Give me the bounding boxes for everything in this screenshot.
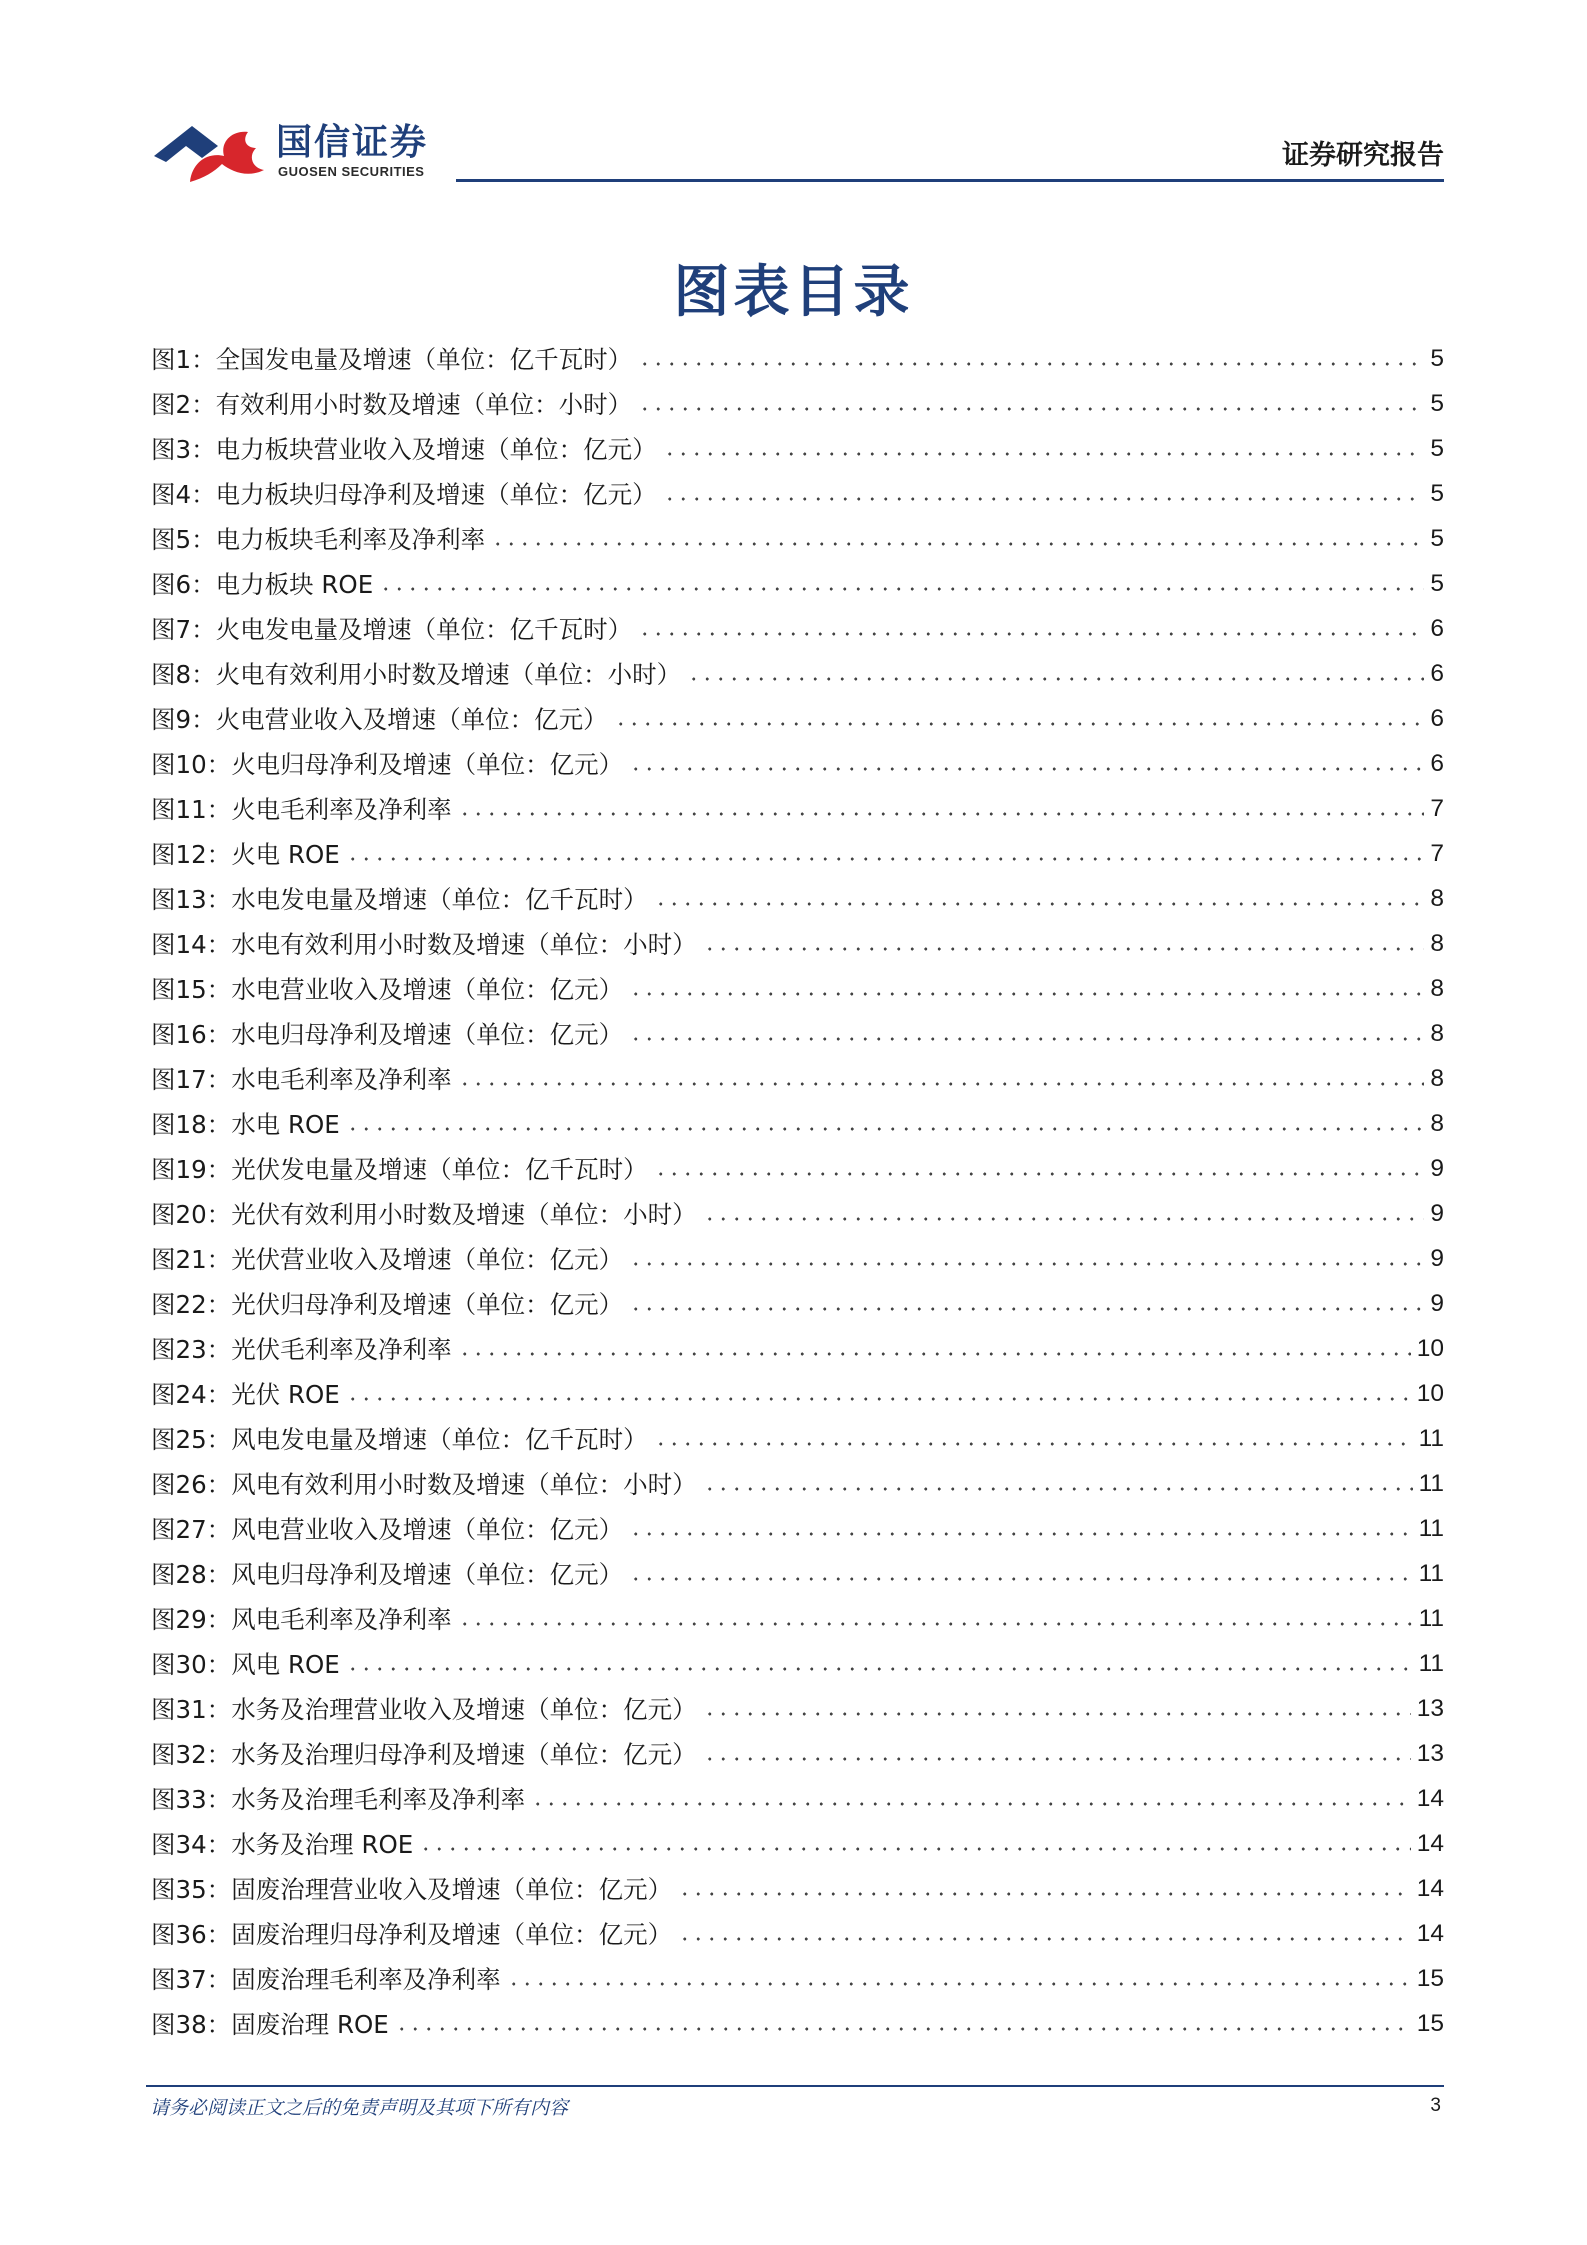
- toc-entry-label: 图3：: [151, 435, 216, 464]
- toc-entry-page: 10: [1416, 1334, 1444, 1362]
- logo-english-name: GUOSEN SECURITIES: [278, 164, 425, 179]
- toc-entry[interactable]: [151, 1686, 1444, 1731]
- toc-entry-page: 6: [1430, 704, 1444, 732]
- toc-entry-page: 9: [1430, 1154, 1444, 1182]
- toc-entry[interactable]: [151, 1146, 1444, 1191]
- toc-entry-title: 光伏归母净利及增速（单位：亿元）: [231, 1290, 624, 1319]
- toc-entry-page: 8: [1430, 1109, 1444, 1137]
- toc-dot-leader: [678, 1892, 1411, 1896]
- toc-entry[interactable]: [151, 1281, 1444, 1326]
- toc-entry-page: 6: [1430, 614, 1444, 642]
- toc-dot-leader: [458, 812, 1424, 816]
- toc-entry-page: 14: [1416, 1829, 1444, 1857]
- toc-entry-label: 图30：: [151, 1650, 232, 1679]
- toc-entry-label: 图38：: [151, 2010, 232, 2039]
- toc-entry-title: 光伏毛利率及净利率: [231, 1335, 452, 1364]
- toc-entry-label: 图37：: [151, 1965, 232, 1994]
- toc-entry-label: 图33：: [151, 1785, 232, 1814]
- toc-dot-leader: [629, 1532, 1412, 1536]
- toc-dot-leader: [663, 452, 1424, 456]
- toc-entry-label: 图35：: [151, 1875, 232, 1904]
- toc-entry-title: 风电营业收入及增速（单位：亿元）: [231, 1515, 624, 1544]
- toc-dot-leader: [629, 1037, 1424, 1041]
- header-divider: [456, 179, 1444, 182]
- toc-entry[interactable]: [151, 1416, 1444, 1461]
- toc-entry[interactable]: [151, 921, 1444, 966]
- toc-entry[interactable]: [151, 786, 1444, 831]
- toc-dot-leader: [346, 1127, 1424, 1131]
- toc-entry-title: 风电归母净利及增速（单位：亿元）: [231, 1560, 624, 1589]
- guosen-logo-icon: [152, 112, 270, 188]
- toc-entry-label: 图16：: [151, 1020, 232, 1049]
- toc-entry-label: 图18：: [151, 1110, 232, 1139]
- toc-entry-page: 11: [1418, 1604, 1444, 1632]
- toc-entry[interactable]: [151, 1236, 1444, 1281]
- toc-dot-leader: [458, 1622, 1413, 1626]
- toc-entry-title: 电力板块归母净利及增速（单位：亿元）: [215, 480, 657, 509]
- logo-chinese-name: 国信证券: [276, 122, 429, 163]
- toc-entry-label: 图19：: [151, 1155, 232, 1184]
- toc-entry-page: 5: [1430, 524, 1444, 552]
- toc-entry-page: 13: [1416, 1739, 1444, 1767]
- toc-dot-leader: [458, 1352, 1411, 1356]
- toc-entry-page: 9: [1430, 1199, 1444, 1227]
- toc-heading: 图表目录: [673, 260, 914, 325]
- toc-entry-label: 图9：: [151, 705, 216, 734]
- toc-entry-title: 水电发电量及增速（单位：亿千瓦时）: [231, 885, 648, 914]
- toc-entry-label: 图31：: [151, 1695, 232, 1724]
- toc-entry-page: 5: [1430, 434, 1444, 462]
- toc-dot-leader: [629, 1262, 1424, 1266]
- toc-entry-page: 10: [1416, 1379, 1444, 1407]
- toc-entry-title: 光伏营业收入及增速（单位：亿元）: [231, 1245, 624, 1274]
- toc-entry-label: 图29：: [151, 1605, 232, 1634]
- toc-entry[interactable]: [151, 471, 1444, 516]
- toc-entry-label: 图26：: [151, 1470, 232, 1499]
- toc-entry-title: 固废治理营业收入及增速（单位：亿元）: [231, 1875, 673, 1904]
- toc-entry-page: 7: [1430, 794, 1444, 822]
- toc-entry-page: 6: [1430, 749, 1444, 777]
- toc-entry-page: 11: [1418, 1469, 1444, 1497]
- toc-entry-title: 风电有效利用小时数及增速（单位：小时）: [231, 1470, 697, 1499]
- toc-entry-title: 全国发电量及增速（单位：亿千瓦时）: [215, 345, 633, 374]
- toc-entry-page: 14: [1416, 1874, 1444, 1902]
- toc-entry-title: 电力板块 ROE: [215, 570, 374, 599]
- toc-entry-page: 5: [1430, 344, 1444, 372]
- toc-dot-leader: [703, 1712, 1411, 1716]
- toc-entry-page: 14: [1416, 1784, 1444, 1812]
- toc-entry-label: 图13：: [151, 885, 232, 914]
- toc-entry-label: 图7：: [151, 615, 216, 644]
- toc-entry-title: 水务及治理营业收入及增速（单位：亿元）: [231, 1695, 697, 1724]
- footer-divider: [146, 2085, 1444, 2087]
- toc-entry-title: 水电毛利率及净利率: [231, 1065, 452, 1094]
- toc-entry[interactable]: [151, 1821, 1444, 1866]
- toc-entry-label: 图12：: [151, 840, 232, 869]
- toc-entry[interactable]: [151, 1101, 1444, 1146]
- toc-entry[interactable]: [151, 1911, 1444, 1956]
- toc-entry-title: 光伏有效利用小时数及增速（单位：小时）: [231, 1200, 697, 1229]
- toc-entry-title: 电力板块营业收入及增速（单位：亿元）: [215, 435, 657, 464]
- toc-entry-title: 有效利用小时数及增速（单位：小时）: [215, 390, 633, 419]
- toc-entry-title: 固废治理归母净利及增速（单位：亿元）: [231, 1920, 673, 1949]
- toc-dot-leader: [629, 1577, 1412, 1581]
- toc-dot-leader: [654, 1172, 1424, 1176]
- toc-entry-label: 图14：: [151, 930, 232, 959]
- toc-entry-title: 火电营业收入及增速（单位：亿元）: [215, 705, 608, 734]
- toc-entry-title: 水电有效利用小时数及增速（单位：小时）: [231, 930, 697, 959]
- toc-entry-label: 图5：: [151, 525, 216, 554]
- toc-entry-title: 固废治理毛利率及净利率: [231, 1965, 501, 1994]
- toc-entry-title: 风电 ROE: [231, 1650, 340, 1679]
- toc-entry-label: 图27：: [151, 1515, 232, 1544]
- toc-entry-title: 电力板块毛利率及净利率: [215, 525, 486, 554]
- toc-entry-label: 图2：: [151, 390, 216, 419]
- toc-entry-page: 8: [1430, 1019, 1444, 1047]
- toc-entry[interactable]: [151, 1326, 1444, 1371]
- toc-entry-page: 14: [1416, 1919, 1444, 1947]
- toc-dot-leader: [678, 1937, 1411, 1941]
- toc-entry[interactable]: [151, 606, 1444, 651]
- toc-entry-page: 11: [1418, 1424, 1444, 1452]
- toc-entry-title: 水务及治理归母净利及增速（单位：亿元）: [231, 1740, 697, 1769]
- toc-dot-leader: [654, 1442, 1413, 1446]
- toc-entry-title: 水电归母净利及增速（单位：亿元）: [231, 1020, 624, 1049]
- toc-dot-leader: [419, 1847, 1410, 1851]
- toc-entry[interactable]: [151, 1776, 1444, 1821]
- toc-entry-title: 火电毛利率及净利率: [231, 795, 452, 824]
- toc-entry[interactable]: [151, 966, 1444, 1011]
- toc-entry-title: 水电营业收入及增速（单位：亿元）: [231, 975, 624, 1004]
- toc-list: [151, 336, 1444, 2046]
- toc-entry[interactable]: [151, 1371, 1444, 1416]
- toc-entry[interactable]: [151, 741, 1444, 786]
- toc-entry-page: 7: [1430, 839, 1444, 867]
- toc-entry-page: 9: [1430, 1244, 1444, 1272]
- toc-entry-label: 图32：: [151, 1740, 232, 1769]
- toc-entry-label: 图21：: [151, 1245, 232, 1274]
- toc-entry-title: 火电发电量及增速（单位：亿千瓦时）: [215, 615, 633, 644]
- toc-entry-title: 风电毛利率及净利率: [231, 1605, 452, 1634]
- toc-entry-label: 图23：: [151, 1335, 232, 1364]
- toc-entry[interactable]: [151, 1011, 1444, 1056]
- toc-entry-page: 9: [1430, 1289, 1444, 1317]
- toc-dot-leader: [703, 947, 1424, 951]
- toc-entry[interactable]: [151, 1956, 1444, 2001]
- toc-entry[interactable]: [151, 651, 1444, 696]
- toc-entry-page: 11: [1418, 1559, 1444, 1587]
- toc-entry-label: 图22：: [151, 1290, 232, 1319]
- toc-dot-leader: [629, 992, 1424, 996]
- toc-entry-title: 水电 ROE: [231, 1110, 340, 1139]
- toc-dot-leader: [687, 677, 1424, 681]
- toc-entry-page: 11: [1418, 1649, 1444, 1677]
- toc-entry-page: 13: [1416, 1694, 1444, 1722]
- toc-entry[interactable]: [151, 831, 1444, 876]
- page-number: 3: [1430, 2095, 1441, 2116]
- toc-dot-leader: [703, 1217, 1424, 1221]
- toc-entry-page: 8: [1430, 1064, 1444, 1092]
- toc-dot-leader: [703, 1757, 1411, 1761]
- toc-entry-page: 8: [1430, 974, 1444, 1002]
- toc-entry-title: 光伏发电量及增速（单位：亿千瓦时）: [231, 1155, 648, 1184]
- footer-disclaimer: 请务必阅读正文之后的免责声明及其项下所有内容: [150, 2097, 569, 2119]
- toc-entry[interactable]: [151, 1506, 1444, 1551]
- toc-entry-label: 图24：: [151, 1380, 232, 1409]
- toc-entry-label: 图8：: [151, 660, 216, 689]
- toc-entry-title: 火电 ROE: [231, 840, 340, 869]
- toc-entry[interactable]: [151, 876, 1444, 921]
- toc-entry-page: 8: [1430, 884, 1444, 912]
- toc-entry-label: 图17：: [151, 1065, 232, 1094]
- toc-entry-label: 图36：: [151, 1920, 232, 1949]
- toc-dot-leader: [663, 497, 1424, 501]
- toc-entry[interactable]: [151, 516, 1444, 561]
- toc-entry-label: 图1：: [151, 345, 216, 374]
- toc-entry[interactable]: [151, 1731, 1444, 1776]
- toc-entry-page: 11: [1418, 1514, 1444, 1542]
- toc-entry-label: 图10：: [151, 750, 232, 779]
- toc-entry[interactable]: [151, 1461, 1444, 1506]
- toc-entry-title: 火电有效利用小时数及增速（单位：小时）: [215, 660, 682, 689]
- toc-entry[interactable]: [151, 696, 1444, 741]
- toc-dot-leader: [346, 1667, 1413, 1671]
- toc-dot-leader: [703, 1487, 1413, 1491]
- toc-dot-leader: [531, 1802, 1411, 1806]
- toc-entry[interactable]: [151, 1866, 1444, 1911]
- toc-entry-page: 5: [1430, 479, 1444, 507]
- company-logo: [152, 108, 452, 188]
- toc-dot-leader: [654, 902, 1424, 906]
- toc-entry-page: 15: [1416, 2009, 1444, 2037]
- toc-dot-leader: [395, 2027, 1411, 2031]
- toc-entry-title: 光伏 ROE: [231, 1380, 340, 1409]
- toc-entry[interactable]: [151, 1641, 1444, 1686]
- toc-entry[interactable]: [151, 336, 1444, 381]
- toc-entry-page: 6: [1430, 659, 1444, 687]
- toc-entry-label: 图34：: [151, 1830, 232, 1859]
- toc-entry[interactable]: [151, 1551, 1444, 1596]
- toc-dot-leader: [346, 1397, 1411, 1401]
- toc-entry-label: 图28：: [151, 1560, 232, 1589]
- toc-entry-page: 5: [1430, 389, 1444, 417]
- toc-entry-title: 水务及治理毛利率及净利率: [231, 1785, 526, 1814]
- toc-entry-page: 15: [1416, 1964, 1444, 1992]
- toc-entry-title: 固废治理 ROE: [231, 2010, 389, 2039]
- toc-entry-label: 图15：: [151, 975, 232, 1004]
- toc-entry[interactable]: [151, 1191, 1444, 1236]
- toc-dot-leader: [458, 1082, 1424, 1086]
- toc-entry-title: 水务及治理 ROE: [231, 1830, 414, 1859]
- toc-entry-title: 风电发电量及增速（单位：亿千瓦时）: [231, 1425, 648, 1454]
- toc-dot-leader: [379, 587, 1424, 591]
- toc-entry-label: 图25：: [151, 1425, 232, 1454]
- toc-dot-leader: [507, 1982, 1411, 1986]
- toc-dot-leader: [638, 362, 1424, 366]
- toc-dot-leader: [346, 857, 1424, 861]
- report-type-label: 证券研究报告: [1282, 140, 1444, 171]
- toc-entry[interactable]: [151, 2001, 1444, 2046]
- toc-entry-label: 图4：: [151, 480, 216, 509]
- toc-dot-leader: [638, 632, 1424, 636]
- toc-entry-label: 图11：: [151, 795, 232, 824]
- toc-entry[interactable]: [151, 381, 1444, 426]
- toc-entry-page: 5: [1430, 569, 1444, 597]
- toc-dot-leader: [638, 407, 1424, 411]
- toc-entry[interactable]: [151, 561, 1444, 606]
- toc-entry-title: 火电归母净利及增速（单位：亿元）: [231, 750, 624, 779]
- toc-dot-leader: [491, 542, 1424, 546]
- toc-entry[interactable]: [151, 1056, 1444, 1101]
- toc-entry-label: 图20：: [151, 1200, 232, 1229]
- toc-entry[interactable]: [151, 426, 1444, 471]
- toc-dot-leader: [629, 1307, 1424, 1311]
- toc-entry-label: 图6：: [151, 570, 216, 599]
- toc-dot-leader: [629, 767, 1424, 771]
- toc-entry[interactable]: [151, 1596, 1444, 1641]
- toc-dot-leader: [614, 722, 1424, 726]
- toc-entry-page: 8: [1430, 929, 1444, 957]
